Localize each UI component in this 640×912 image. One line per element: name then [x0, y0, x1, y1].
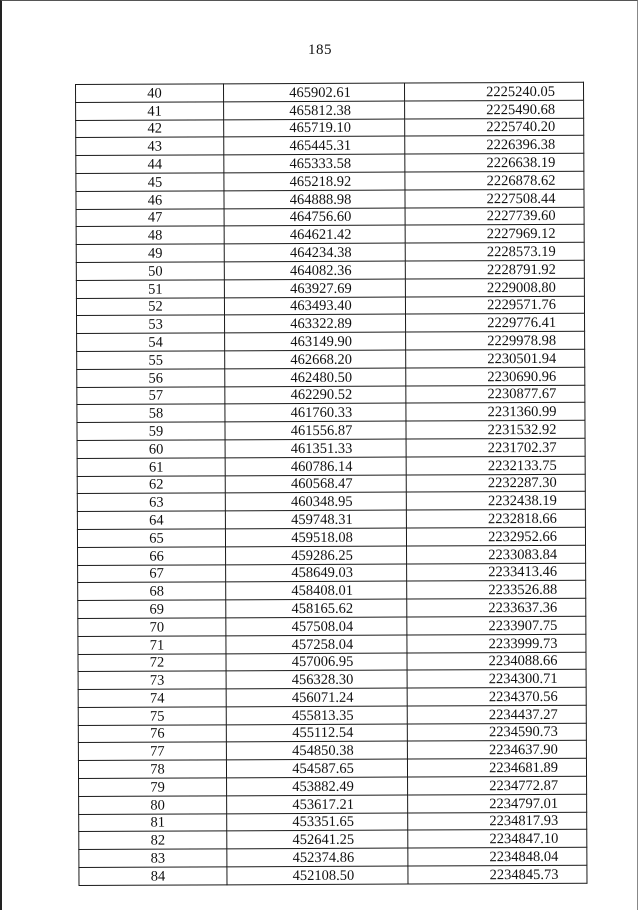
- table-row: [78, 723, 586, 743]
- table-row: [76, 242, 584, 262]
- table-row: [77, 420, 585, 440]
- x-coordinate-cell: 459748.31: [225, 510, 406, 529]
- y-coordinate-cell: 2230501.94: [406, 349, 585, 368]
- y-coordinate-cell: 2233999.73: [407, 634, 586, 653]
- y-coordinate-cell: 2225240.05: [404, 82, 583, 101]
- table-row: [78, 741, 586, 761]
- table-row: [78, 687, 586, 707]
- x-coordinate-cell: 457508.04: [226, 617, 407, 636]
- table-row: [76, 136, 584, 156]
- x-coordinate-cell: 460786.14: [225, 457, 406, 476]
- point-number-cell: 74: [78, 689, 226, 707]
- x-coordinate-cell: 465902.61: [224, 83, 405, 102]
- table-row: [79, 794, 587, 814]
- point-number-cell: 55: [77, 351, 225, 369]
- x-coordinate-cell: 465812.38: [224, 101, 405, 120]
- y-coordinate-cell: 2230877.67: [406, 385, 585, 404]
- y-coordinate-cell: 2226638.19: [405, 153, 584, 172]
- table-row: [76, 260, 584, 280]
- table-row: [77, 349, 585, 369]
- point-number-cell: 40: [76, 84, 224, 102]
- table-row: [76, 118, 584, 138]
- y-coordinate-cell: 2232287.30: [406, 474, 585, 493]
- x-coordinate-cell: 464621.42: [224, 225, 405, 244]
- point-number-cell: 52: [76, 297, 224, 315]
- y-coordinate-cell: 2225740.20: [405, 118, 584, 137]
- y-coordinate-cell: 2234797.01: [408, 794, 587, 813]
- point-number-cell: 84: [79, 867, 227, 885]
- coordinate-table-body: [76, 82, 587, 885]
- point-number-cell: 79: [79, 778, 227, 796]
- point-number-cell: 58: [77, 404, 225, 422]
- point-number-cell: 59: [77, 422, 225, 440]
- x-coordinate-cell: 458408.01: [226, 581, 407, 600]
- x-coordinate-cell: 459518.08: [225, 528, 406, 547]
- point-number-cell: 47: [76, 208, 224, 226]
- table-row: [77, 403, 585, 423]
- y-coordinate-cell: 2231702.37: [406, 438, 585, 457]
- x-coordinate-cell: 465218.92: [224, 172, 405, 191]
- y-coordinate-cell: 2231360.99: [406, 403, 585, 422]
- y-coordinate-cell: 2226396.38: [405, 136, 584, 155]
- x-coordinate-cell: 464234.38: [224, 243, 405, 262]
- point-number-cell: 69: [78, 600, 226, 618]
- x-coordinate-cell: 459286.25: [226, 546, 407, 565]
- table-row: [76, 100, 584, 120]
- x-coordinate-cell: 464082.36: [224, 261, 405, 280]
- point-number-cell: 83: [79, 849, 227, 867]
- y-coordinate-cell: 2228573.19: [405, 242, 584, 261]
- x-coordinate-cell: 463927.69: [224, 279, 405, 298]
- table-row: [76, 189, 584, 209]
- point-number-cell: 66: [78, 547, 226, 565]
- table-row: [78, 670, 586, 690]
- point-number-cell: 53: [77, 315, 225, 333]
- y-coordinate-cell: 2234370.56: [407, 687, 586, 706]
- point-number-cell: 62: [77, 475, 225, 493]
- point-number-cell: 82: [79, 831, 227, 849]
- table-row: [76, 82, 584, 102]
- point-number-cell: 44: [76, 155, 224, 173]
- x-coordinate-cell: 460568.47: [225, 475, 406, 494]
- point-number-cell: 41: [76, 102, 224, 120]
- table-row: [79, 865, 587, 885]
- x-coordinate-cell: 465719.10: [224, 119, 405, 138]
- point-number-cell: 80: [79, 796, 227, 814]
- y-coordinate-cell: 2234681.89: [407, 759, 586, 778]
- x-coordinate-cell: 457258.04: [226, 635, 407, 654]
- x-coordinate-cell: 453882.49: [227, 777, 408, 796]
- y-coordinate-cell: 2232133.75: [406, 456, 585, 475]
- x-coordinate-cell: 461556.87: [225, 421, 406, 440]
- point-number-cell: 60: [77, 440, 225, 458]
- x-coordinate-cell: 453617.21: [227, 795, 408, 814]
- x-coordinate-cell: 458165.62: [226, 599, 407, 618]
- point-number-cell: 45: [76, 173, 224, 191]
- y-coordinate-cell: 2233413.46: [407, 563, 586, 582]
- table-row: [78, 616, 586, 636]
- table-row: [76, 278, 584, 298]
- table-row: [79, 776, 587, 796]
- y-coordinate-cell: 2227969.12: [405, 225, 584, 244]
- table-row: [79, 830, 587, 850]
- page-number: 185: [308, 42, 332, 58]
- point-number-cell: 64: [77, 511, 225, 529]
- x-coordinate-cell: 455813.35: [226, 706, 407, 725]
- y-coordinate-cell: 2229776.41: [406, 314, 585, 333]
- x-coordinate-cell: 464756.60: [224, 208, 405, 227]
- point-number-cell: 50: [76, 262, 224, 280]
- x-coordinate-cell: 452641.25: [227, 831, 408, 850]
- x-coordinate-cell: 463322.89: [225, 314, 406, 333]
- y-coordinate-cell: 2234817.93: [408, 812, 587, 831]
- point-number-cell: 51: [76, 280, 224, 298]
- y-coordinate-cell: 2233907.75: [407, 616, 586, 635]
- x-coordinate-cell: 462480.50: [225, 368, 406, 387]
- y-coordinate-cell: 2229571.76: [405, 296, 584, 315]
- table-row: [77, 474, 585, 494]
- table-row: [78, 563, 586, 583]
- point-number-cell: 65: [77, 529, 225, 547]
- table-row: [78, 545, 586, 565]
- x-coordinate-cell: 461760.33: [225, 403, 406, 422]
- table-row: [77, 438, 585, 458]
- y-coordinate-cell: 2233637.36: [407, 598, 586, 617]
- x-coordinate-cell: 458649.03: [226, 564, 407, 583]
- table-row: [76, 171, 584, 191]
- table-row: [77, 331, 585, 351]
- y-coordinate-cell: 2234088.66: [407, 652, 586, 671]
- table-row: [76, 207, 584, 227]
- x-coordinate-cell: 460348.95: [225, 492, 406, 511]
- point-number-cell: 48: [76, 226, 224, 244]
- table-row: [78, 634, 586, 654]
- y-coordinate-cell: 2227739.60: [405, 207, 584, 226]
- table-row: [77, 527, 585, 547]
- point-number-cell: 73: [78, 671, 226, 689]
- y-coordinate-cell: 2228791.92: [405, 260, 584, 279]
- table-row: [78, 759, 586, 779]
- x-coordinate-cell: 454587.65: [226, 759, 407, 778]
- x-coordinate-cell: 452108.50: [227, 866, 408, 885]
- y-coordinate-cell: 2232818.66: [406, 509, 585, 528]
- table-row: [77, 456, 585, 476]
- y-coordinate-cell: 2231532.92: [406, 420, 585, 439]
- table-row: [76, 153, 584, 173]
- y-coordinate-cell: 2227508.44: [405, 189, 584, 208]
- y-coordinate-cell: 2234437.27: [407, 705, 586, 724]
- y-coordinate-cell: 2232438.19: [406, 492, 585, 511]
- x-coordinate-cell: 463493.40: [224, 297, 405, 316]
- point-number-cell: 43: [76, 137, 224, 155]
- x-coordinate-cell: 462668.20: [225, 350, 406, 369]
- point-number-cell: 57: [77, 386, 225, 404]
- x-coordinate-cell: 464888.98: [224, 190, 405, 209]
- x-coordinate-cell: 463149.90: [225, 332, 406, 351]
- coordinate-table: [75, 82, 587, 886]
- table-row: [76, 296, 584, 316]
- point-number-cell: 78: [78, 760, 226, 778]
- table-row: [79, 812, 587, 832]
- point-number-cell: 70: [78, 618, 226, 636]
- y-coordinate-cell: 2234772.87: [408, 776, 587, 795]
- table-row: [78, 581, 586, 601]
- x-coordinate-cell: 453351.65: [227, 813, 408, 832]
- y-coordinate-cell: 2233083.84: [407, 545, 586, 564]
- point-number-cell: 42: [76, 119, 224, 137]
- table-row: [78, 598, 586, 618]
- table-row: [77, 385, 585, 405]
- table-row: [79, 848, 587, 868]
- y-coordinate-cell: 2234845.73: [408, 865, 587, 884]
- point-number-cell: 76: [78, 725, 226, 743]
- x-coordinate-cell: 465445.31: [224, 136, 405, 155]
- point-number-cell: 67: [78, 564, 226, 582]
- x-coordinate-cell: 462290.52: [225, 386, 406, 405]
- table-row: [77, 509, 585, 529]
- point-number-cell: 49: [76, 244, 224, 262]
- y-coordinate-cell: 2233526.88: [407, 581, 586, 600]
- point-number-cell: 56: [77, 369, 225, 387]
- coordinate-table-wrapper: [75, 84, 583, 886]
- point-number-cell: 77: [78, 742, 226, 760]
- y-coordinate-cell: 2234848.04: [408, 848, 587, 867]
- y-coordinate-cell: 2229978.98: [406, 331, 585, 350]
- y-coordinate-cell: 2234300.71: [407, 670, 586, 689]
- table-row: [77, 367, 585, 387]
- point-number-cell: 81: [79, 814, 227, 832]
- point-number-cell: 68: [78, 582, 226, 600]
- table-row: [78, 652, 586, 672]
- y-coordinate-cell: 2230690.96: [406, 367, 585, 386]
- point-number-cell: 54: [77, 333, 225, 351]
- point-number-cell: 61: [77, 458, 225, 476]
- point-number-cell: 75: [78, 707, 226, 725]
- table-row: [76, 225, 584, 245]
- table-row: [78, 705, 586, 725]
- point-number-cell: 72: [78, 653, 226, 671]
- table-row: [77, 492, 585, 512]
- point-number-cell: 63: [77, 493, 225, 511]
- x-coordinate-cell: 456328.30: [226, 670, 407, 689]
- y-coordinate-cell: 2234590.73: [407, 723, 586, 742]
- x-coordinate-cell: 455112.54: [226, 724, 407, 743]
- x-coordinate-cell: 461351.33: [225, 439, 406, 458]
- point-number-cell: 71: [78, 636, 226, 654]
- point-number-cell: 46: [76, 191, 224, 209]
- y-coordinate-cell: 2226878.62: [405, 171, 584, 190]
- x-coordinate-cell: 452374.86: [227, 848, 408, 867]
- x-coordinate-cell: 465333.58: [224, 154, 405, 173]
- y-coordinate-cell: 2232952.66: [406, 527, 585, 546]
- table-row: [77, 314, 585, 334]
- y-coordinate-cell: 2234637.90: [407, 741, 586, 760]
- x-coordinate-cell: 454850.38: [226, 742, 407, 761]
- x-coordinate-cell: 457006.95: [226, 653, 407, 672]
- y-coordinate-cell: 2225490.68: [405, 100, 584, 119]
- y-coordinate-cell: 2229008.80: [405, 278, 584, 297]
- y-coordinate-cell: 2234847.10: [408, 830, 587, 849]
- x-coordinate-cell: 456071.24: [226, 688, 407, 707]
